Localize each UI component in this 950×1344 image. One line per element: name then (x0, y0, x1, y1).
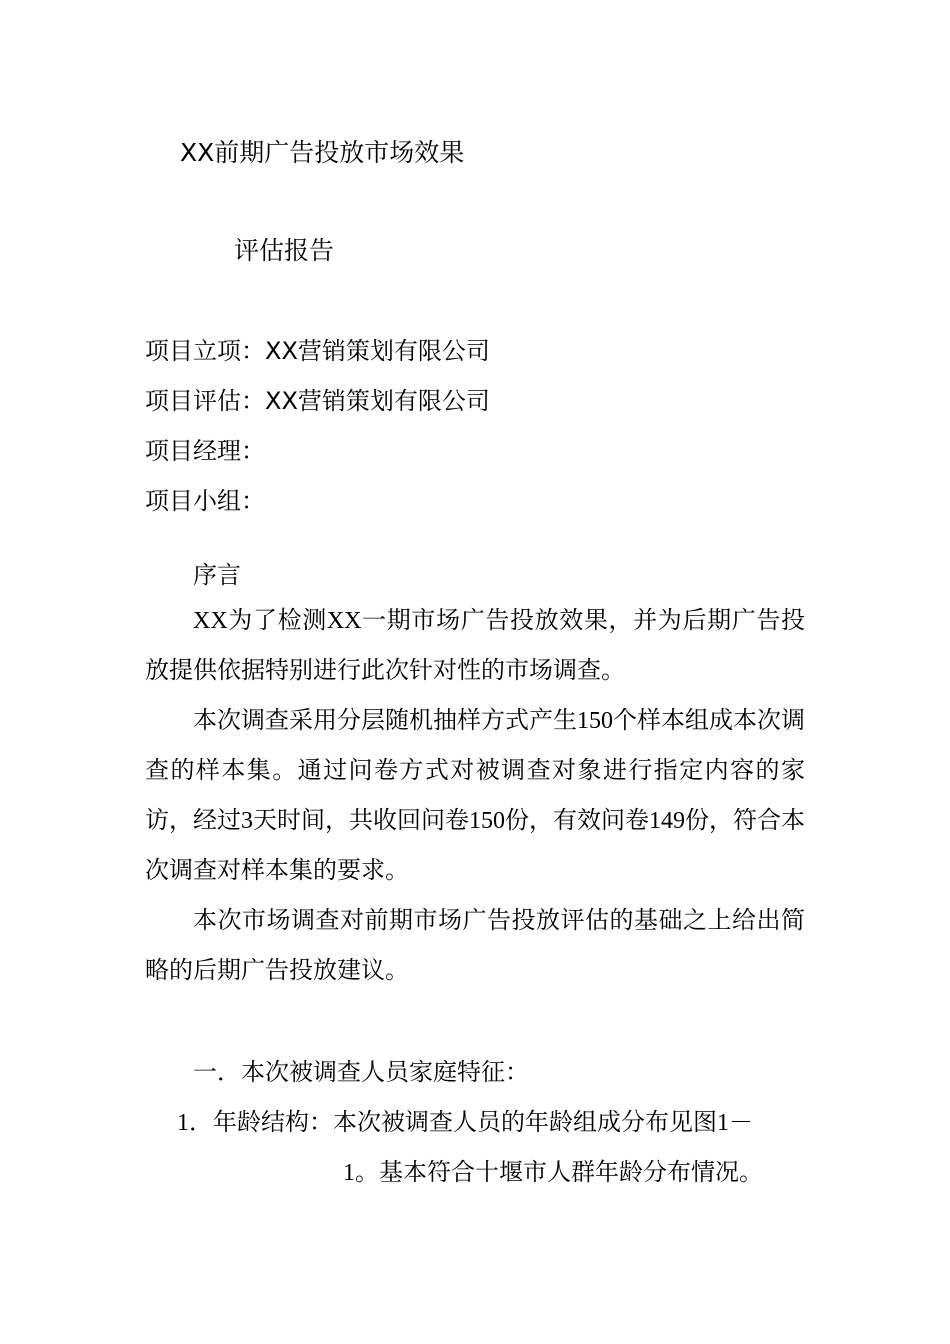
item-1-line-1: 1．年龄结构：本次被调查人员的年龄组成分布见图1－ (177, 1110, 753, 1136)
item-1-line-2: 1。基本符合十堰市人群年龄分布情况。 (343, 1160, 763, 1186)
section-1-heading: 一．本次被调查人员家庭特征： (193, 1060, 529, 1086)
paragraph-method: 本次调查采用分层随机抽样方式产生150个样本组成本次调查的样本集。通过问卷方式对被调查对象进行指定内容的家访，经过3天时间，共收回问卷150份，有效问卷149份，符合本次调查对样本集的要求。 (145, 708, 805, 884)
report-title-line-1: XX前期广告投放市场效果 (180, 138, 465, 167)
project-initiation: 项目立项：XX营销策划有限公司 (145, 337, 490, 365)
paragraph-scope: 本次市场调查对前期市场广告投放评估的基础之上给出简略的后期广告投放建议。 (145, 908, 805, 984)
project-evaluation: 项目评估：XX营销策划有限公司 (145, 387, 490, 415)
report-title-line-2: 评估报告 (234, 236, 335, 265)
paragraph-purpose: XX为了检测XX一期市场广告投放效果，并为后期广告投放提供依据特别进行此次针对性的市场调查。 (145, 608, 805, 684)
project-team: 项目小组： (145, 487, 265, 515)
preface-heading: 序言 (193, 563, 241, 589)
project-manager: 项目经理： (145, 437, 265, 465)
